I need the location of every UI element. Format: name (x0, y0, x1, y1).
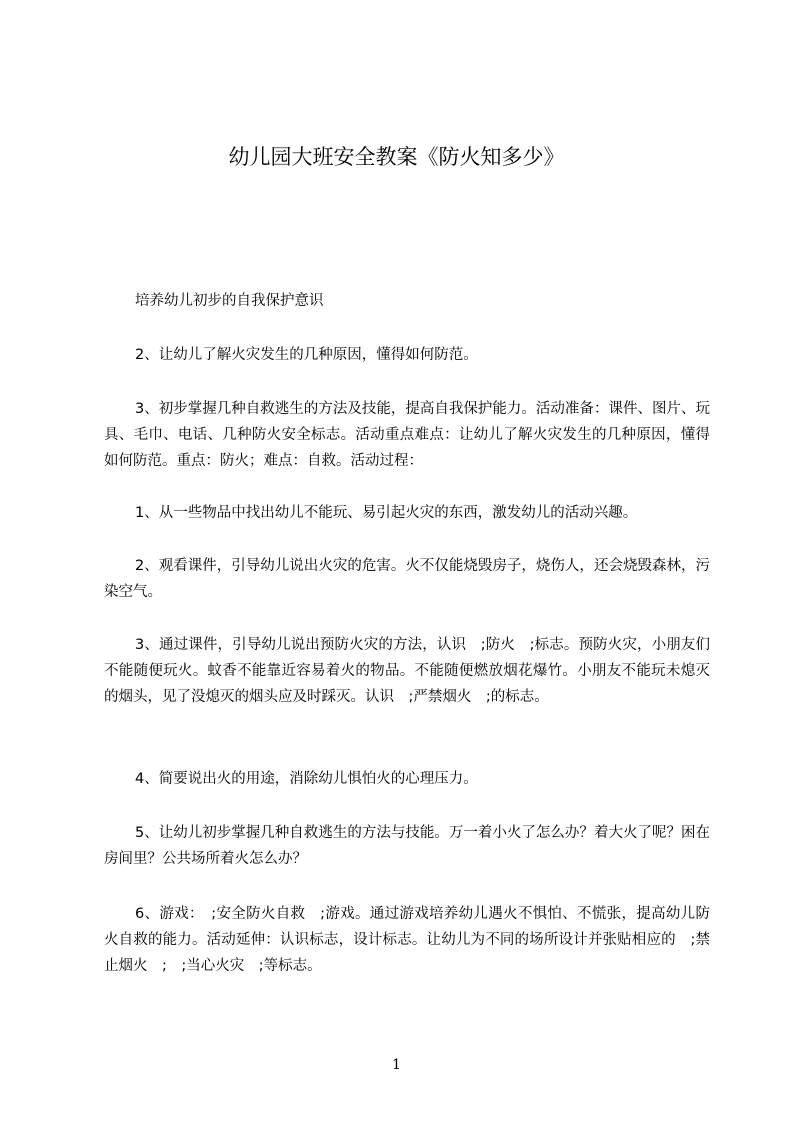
paragraph-7: 4、简要说出火的用途，消除幼儿惧怕火的心理压力。 (135, 771, 478, 787)
paragraph-6: 3、通过课件，引导幼儿说出预防火灾的方法，认识 ;防火 ;标志。预防火灾，小朋友们不能随便玩火。蚊香不能靠近容易着火的物品。不能随便燃放烟花爆竹。小朋友不能玩未熄灭的烟头，见了没熄灭的烟头应及时踩灭。认识 ;严禁烟火 ;的标志。 (104, 637, 710, 705)
paragraph-1: 培养幼儿初步的自我保护意识 (135, 293, 324, 309)
paragraph-9: 6、游戏： ;安全防火自救 ;游戏。通过游戏培养幼儿遇火不惧怕、不慌张，提高幼儿防火自救的能力。活动延伸：认识标志，设计标志。让幼儿为不同的场所设计并张贴相应的 ;禁止烟火 ; ;当心火灾 ;等标志。 (104, 906, 710, 974)
paragraph-3: 3、初步掌握几种自救逃生的方法及技能，提高自我保护能力。活动准备：课件、图片、玩具、毛巾、电话、几种防火安全标志。活动重点难点：让幼儿了解火灾发生的几种原因，懂得如何防范。重点：防火；难点：自救。活动过程： (104, 401, 710, 469)
page-number: 1 (392, 1057, 401, 1073)
paragraph-5: 2、观看课件，引导幼儿说出火灾的危害。火不仅能烧毁房子，烧伤人，还会烧毁森林，污染空气。 (104, 558, 710, 600)
paragraph-2: 2、让幼儿了解火灾发生的几种原因，懂得如何防范。 (135, 347, 478, 363)
paragraph-4: 1、从一些物品中找出幼儿不能玩、易引起火灾的东西，激发幼儿的活动兴趣。 (135, 505, 638, 521)
document-title: 幼儿园大班安全教案《防火知多少》 (228, 145, 565, 169)
paragraph-8: 5、让幼儿初步掌握几种自救逃生的方法与技能。万一着小火了怎么办？着大火了呢？困在房间里？公共场所着火怎么办？ (104, 825, 710, 867)
